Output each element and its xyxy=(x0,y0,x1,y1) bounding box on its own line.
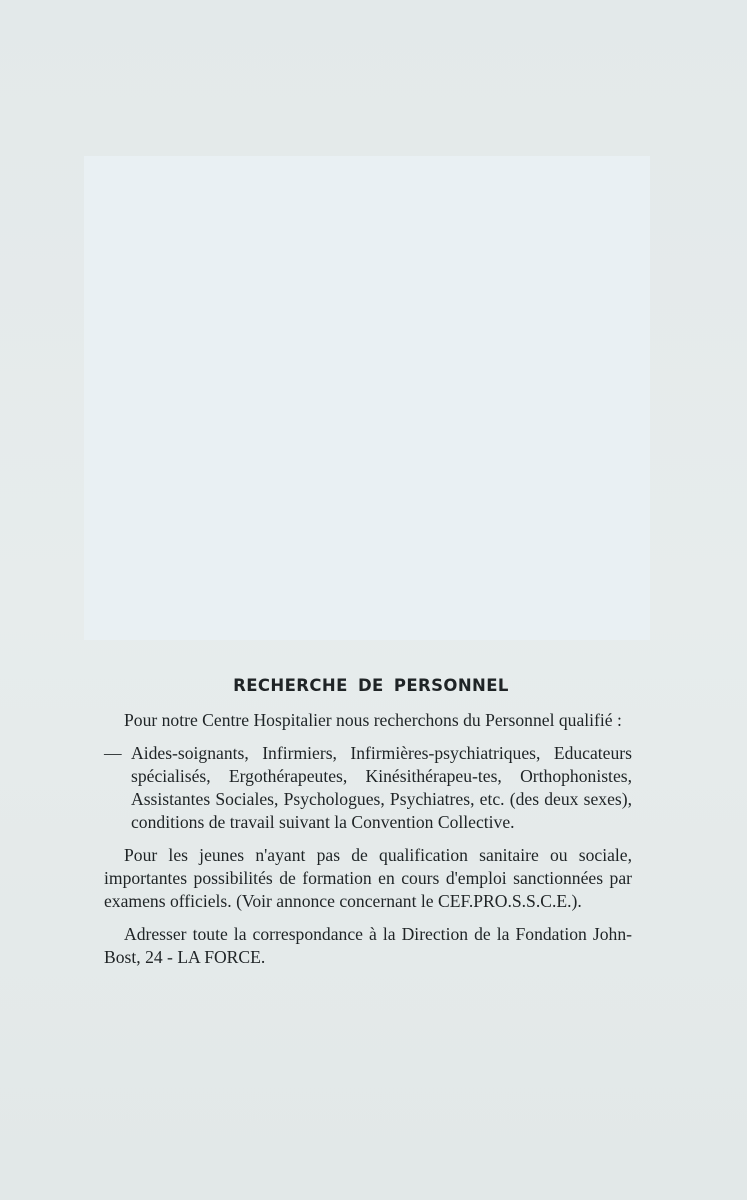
youth-paragraph: Pour les jeunes n'ayant pas de qualification sanitaire ou sociale, importantes possibilités de formation en cours d'emploi sanctionnées par examens officiels. (Voir annonce concernant le CEF.PRO.S.S.C.E.). xyxy=(104,845,632,911)
announcement-title: RECHERCHE DE PERSONNEL xyxy=(233,676,509,695)
intro-paragraph: Pour notre Centre Hospitalier nous recherchons du Personnel qualifié : xyxy=(124,710,622,730)
job-announcement xyxy=(104,676,632,979)
positions-list-item xyxy=(104,742,632,834)
blank-panel xyxy=(84,156,650,640)
contact-paragraph: Adresser toute la correspondance à la Direction de la Fondation John-Bost, 24 - LA FORCE. xyxy=(104,924,632,967)
list-dash: — xyxy=(104,743,122,763)
positions-text: Aides-soignants, Infirmiers, Infirmières-psychiatriques, Educateurs spécialisés, Ergothérapeutes, Kinésithérapeu-tes, Orthophonistes, Assistantes Sociales, Psychologues, Psychiatres, etc. (des deux sexes), conditions de travail suivant la Convention Collective. xyxy=(131,743,632,832)
